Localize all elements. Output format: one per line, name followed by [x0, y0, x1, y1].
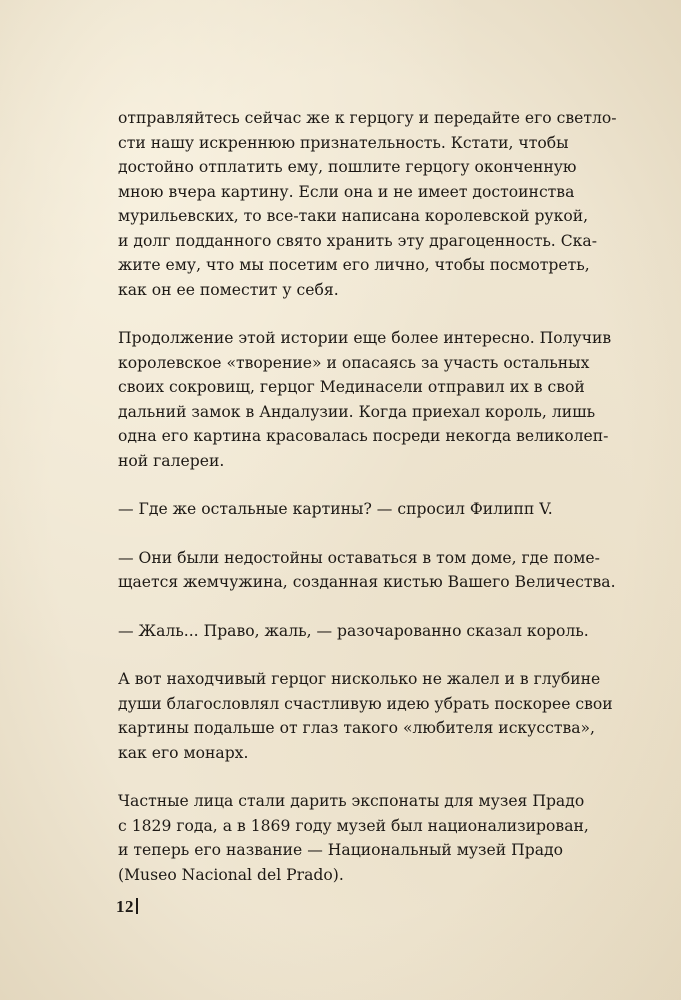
- page-number-text: 12: [116, 897, 134, 916]
- text-line: — Где же остальные картины? — спросил Филипп V.: [118, 500, 553, 518]
- text-line: Частные лица стали дарить экспонаты для музея Прадо: [118, 792, 585, 810]
- text-line: как его монарх.: [118, 743, 249, 762]
- text-line: Продолжение этой истории еще более интересно. Получив: [118, 329, 612, 347]
- dialogue-line-1: [118, 497, 588, 522]
- text-line: и теперь его название — Национальный музей Прадо: [118, 841, 563, 859]
- dialogue-line-3: [118, 619, 588, 644]
- page-number: [116, 897, 138, 917]
- text-line: как он ее поместит у себя.: [118, 280, 339, 299]
- text-line: мурильевских, то все-таки написана королевской рукой,: [118, 207, 589, 225]
- text-line: и долг подданного свято хранить эту драгоценность. Ска-: [118, 231, 597, 250]
- text-line: ной галереи.: [118, 451, 225, 470]
- text-line: одна его картина красовалась посреди некогда великолеп-: [118, 427, 609, 445]
- text-line: достойно отплатить ему, пошлите герцогу оконченную: [118, 158, 577, 176]
- paragraph-2: [118, 326, 612, 473]
- text-line: (Museo Nacional del Prado).: [118, 865, 344, 884]
- text-line: дальний замок в Андалузии. Когда приехал король, лишь: [118, 402, 596, 421]
- text-line: щается жемчужина, созданная кистью Вашего Величества.: [118, 573, 616, 591]
- paragraph-7: [118, 789, 588, 887]
- page-number-rule: [136, 898, 138, 914]
- text-line: королевское «творение» и опасаясь за участь остальных: [118, 353, 590, 372]
- body-text: [118, 106, 617, 911]
- text-line: с 1829 года, а в 1869 году музей был национализирован,: [118, 816, 589, 835]
- dialogue-line-2: [118, 546, 616, 595]
- text-line: души благословлял счастливую идею убрать поскорее свои: [118, 694, 613, 713]
- text-line: — Жаль... Право, жаль, — разочарованно сказал король.: [118, 621, 589, 640]
- text-line: сти нашу искреннюю признательность. Кстати, чтобы: [118, 133, 569, 152]
- text-line: — Они были недостойны оставаться в том доме, где поме-: [118, 548, 600, 567]
- text-line: картины подальше от глаз такого «любителя искусства»,: [118, 719, 596, 737]
- paragraph-1: [118, 106, 617, 302]
- text-line: отправляйтесь сейчас же к герцогу и передайте его светло-: [118, 109, 617, 127]
- text-line: своих сокровищ, герцог Мединасели отправил их в свой: [118, 378, 585, 396]
- text-line: А вот находчивый герцог нисколько не жалел и в глубине: [118, 670, 601, 688]
- text-line: жите ему, что мы посетим его лично, чтобы посмотреть,: [118, 256, 590, 274]
- text-line: мною вчера картину. Если она и не имеет достоинства: [118, 182, 575, 201]
- paragraph-6: [118, 667, 613, 765]
